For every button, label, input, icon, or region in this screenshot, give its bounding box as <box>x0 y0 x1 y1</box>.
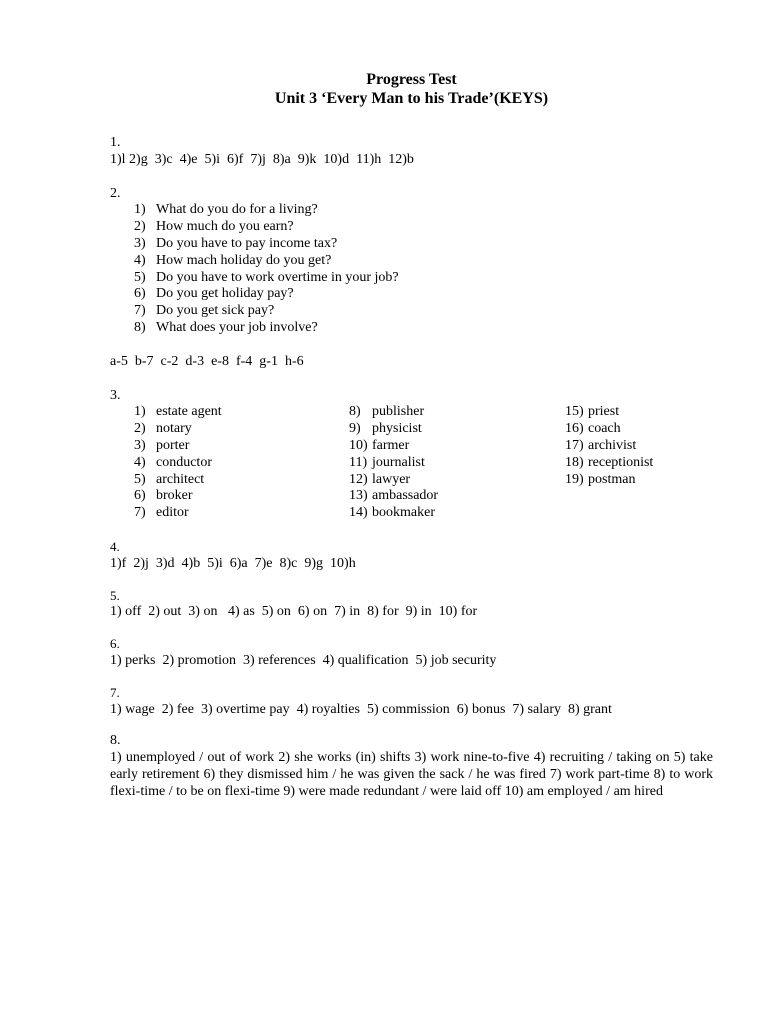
answer-line: 1) perks 2) promotion 3) references 4) qualification 5) job security <box>110 652 497 668</box>
section-5 <box>110 588 713 622</box>
list-item: 8) publisher <box>349 404 425 420</box>
list-item: 7) editor <box>134 505 189 521</box>
list-item: 6) broker <box>134 488 193 504</box>
answer-paragraph: 1) unemployed / out of work 2) she works (in) shifts 3) work nine-to-five 4) recruiting / taking on 5) take early retirement 6) they dismissed him / he was given the sack / he was fired 7) work part-time 8) to work flexi-time / to be on flexi-time 9) were made redundant / were laid off 10) am employed / am hired <box>110 750 713 799</box>
document-page <box>110 70 713 801</box>
section-4 <box>110 539 713 573</box>
section-1 <box>110 135 713 169</box>
answer-line: 1)l 2)g 3)c 4)e 5)i 6)f 7)j 8)a 9)k 10)d 11)h 12)b <box>110 151 414 167</box>
section-8 <box>110 733 713 800</box>
matching-line: a-5 b-7 c-2 d-3 e-8 f-4 g-1 h-6 <box>110 353 304 369</box>
title-line-1: Progress Test <box>366 71 457 88</box>
section-3 <box>110 388 713 522</box>
section-number: 4. <box>110 538 120 554</box>
list-item: 5) architect <box>134 471 205 487</box>
section-number: 5. <box>110 587 120 603</box>
section-number: 3. <box>110 387 121 403</box>
list-item: 1) estate agent <box>134 404 222 420</box>
list-item: 16) coach <box>565 421 621 437</box>
list-item: 12) lawyer <box>349 471 411 487</box>
list-item: 18) receptionist <box>565 454 654 470</box>
list-item: 7) Do you get sick pay? <box>134 303 275 319</box>
list-item: 14) bookmaker <box>349 505 435 521</box>
list-item: 11) journalist <box>349 454 425 470</box>
list-item: 1) What do you do for a living? <box>134 202 318 218</box>
answer-line: 1) off 2) out 3) on 4) as 5) on 6) on 7) in 8) for 9) in 10) for <box>110 604 478 620</box>
list-item: 19) postman <box>565 471 636 487</box>
list-item: 3) Do you have to pay income tax? <box>134 235 338 251</box>
list-item: 15) priest <box>565 404 620 420</box>
list-item: 2) notary <box>134 421 192 437</box>
profession-column-3 <box>543 404 713 522</box>
section-number: 6. <box>110 636 120 652</box>
list-item: 13) ambassador <box>349 488 439 504</box>
profession-column-1 <box>110 404 326 522</box>
section-number: 1. <box>110 135 121 150</box>
list-item: 3) porter <box>134 437 190 453</box>
list-item: 2) How much do you earn? <box>134 219 294 235</box>
answer-line: 1) wage 2) fee 3) overtime pay 4) royalties 5) commission 6) bonus 7) salary 8) grant <box>110 701 612 717</box>
profession-columns <box>110 404 713 522</box>
list-item: 4) conductor <box>134 454 212 470</box>
list-item: 17) archivist <box>565 437 637 453</box>
section-6 <box>110 636 713 670</box>
answer-line: 1)f 2)j 3)d 4)b 5)i 6)a 7)e 8)c 9)g 10)h <box>110 555 356 571</box>
title-line-2: Unit 3 ‘Every Man to his Trade’(KEYS) <box>274 90 549 107</box>
list-item: 4) How mach holiday do you get? <box>134 252 332 268</box>
list-item: 8) What does your job involve? <box>134 319 318 335</box>
section-number: 7. <box>110 684 120 700</box>
profession-column-2 <box>326 404 543 522</box>
list-item: 9) physicist <box>349 421 422 437</box>
document-title <box>110 70 713 108</box>
list-item: 10) farmer <box>349 437 410 453</box>
section-7 <box>110 685 713 719</box>
list-item: 5) Do you have to work overtime in your job? <box>134 269 399 285</box>
section-number: 2. <box>110 185 121 201</box>
section-number: 8. <box>110 733 121 749</box>
list-item: 6) Do you get holiday pay? <box>134 286 294 302</box>
section-2 <box>110 186 713 371</box>
question-list <box>110 202 713 336</box>
